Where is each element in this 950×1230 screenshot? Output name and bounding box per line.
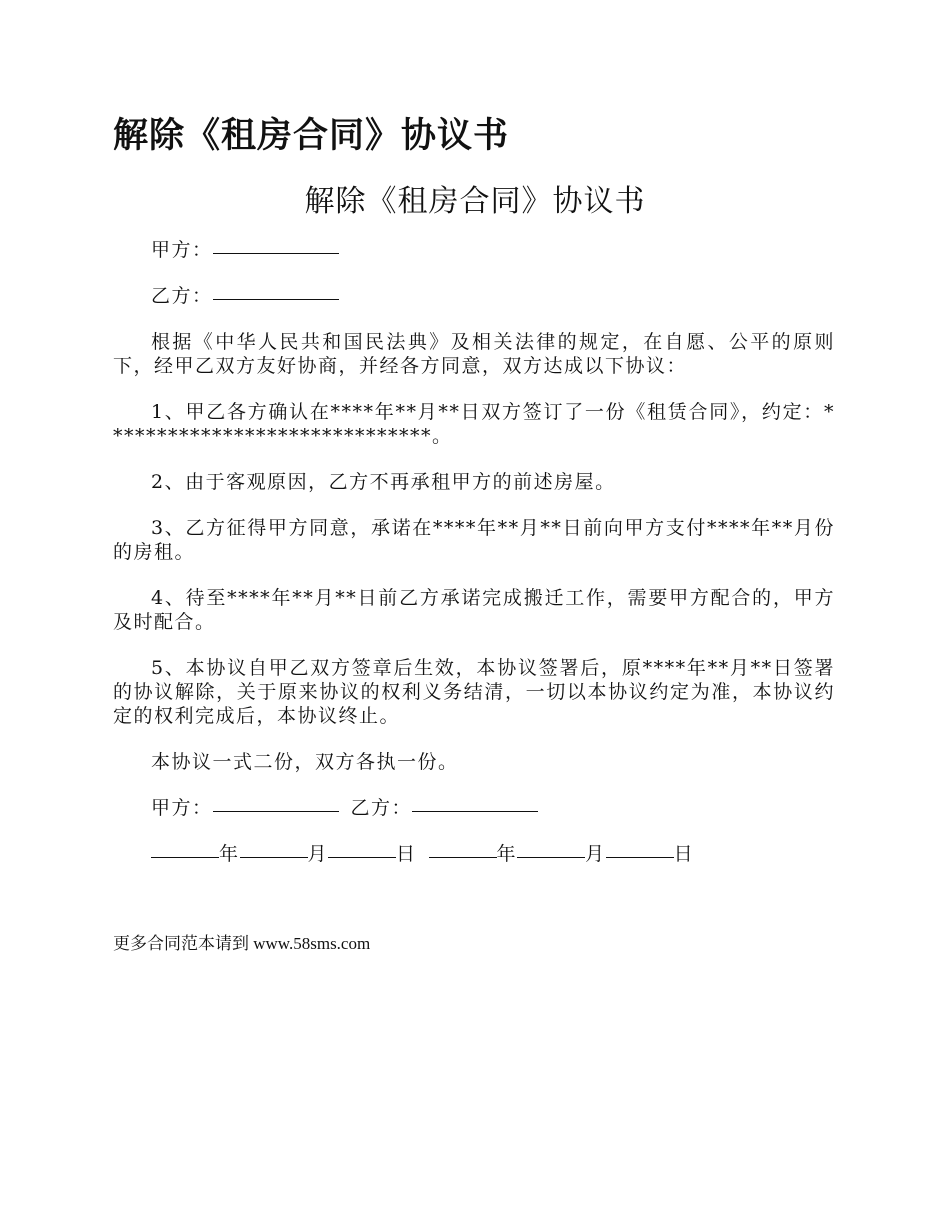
date-line (113, 842, 835, 866)
date-b-month-label: 月 (585, 843, 606, 865)
party-b-blank (213, 298, 339, 300)
signature-party-a-blank (213, 810, 339, 812)
clause-2: 2、由于客观原因，乙方不再承租甲方的前述房屋。 (151, 471, 616, 493)
copies-paragraph: 本协议一式二份，双方各执一份。 (151, 751, 459, 773)
party-a-blank (213, 252, 339, 254)
signature-party-a-label: 甲方： (151, 797, 213, 819)
date-b-year-label: 年 (496, 843, 518, 865)
party-a-label: 甲方： (151, 239, 213, 261)
date-a-day-label: 日 (396, 843, 417, 865)
document-title: 解除《租房合同》协议书 (304, 184, 646, 219)
party-b-label: 乙方： (151, 285, 213, 307)
signature-party-b-blank (412, 810, 538, 812)
clause-3: 3、乙方征得甲方同意，承诺在****年**月**日前向甲方支付****年**月份的房租。 (113, 517, 835, 563)
date-b-year-blank (429, 856, 497, 858)
signature-line (113, 796, 835, 820)
clause-5: 5、本协议自甲乙双方签章后生效，本协议签署后，原****年**月**日签署的协议解除，关于原来协议的权利义务结清，一切以本协议约定为准，本协议约定的权利完成后，本协议终止。 (113, 657, 835, 727)
document-body (113, 238, 835, 888)
date-a-day-blank (328, 856, 396, 858)
document-header-title: 解除《租房合同》协议书 (113, 116, 510, 156)
date-a-month-label: 月 (307, 843, 329, 865)
party-b-line (113, 284, 835, 308)
clause-4: 4、待至****年**月**日前乙方承诺完成搬迁工作，需要甲方配合的，甲方及时配合。 (113, 587, 835, 633)
intro-paragraph: 根据《中华人民共和国民法典》及相关法律的规定，在自愿、公平的原则下，经甲乙双方友好协商，并经各方同意，双方达成以下协议： (113, 331, 835, 377)
date-b-month-blank (517, 856, 585, 858)
party-a-line (113, 238, 835, 262)
signature-party-b-label: 乙方： (350, 797, 413, 819)
footer-note: 更多合同范本请到 www.58sms.com (113, 934, 371, 953)
date-a-month-blank (240, 856, 308, 858)
date-a-year-label: 年 (219, 843, 240, 865)
date-b-day-label: 日 (673, 843, 695, 865)
clause-1: 1、甲乙各方确认在****年**月**日双方签订了一份《租赁合同》，约定：******************************。 (113, 401, 835, 447)
date-b-day-blank (606, 856, 674, 858)
date-a-year-blank (151, 856, 219, 858)
